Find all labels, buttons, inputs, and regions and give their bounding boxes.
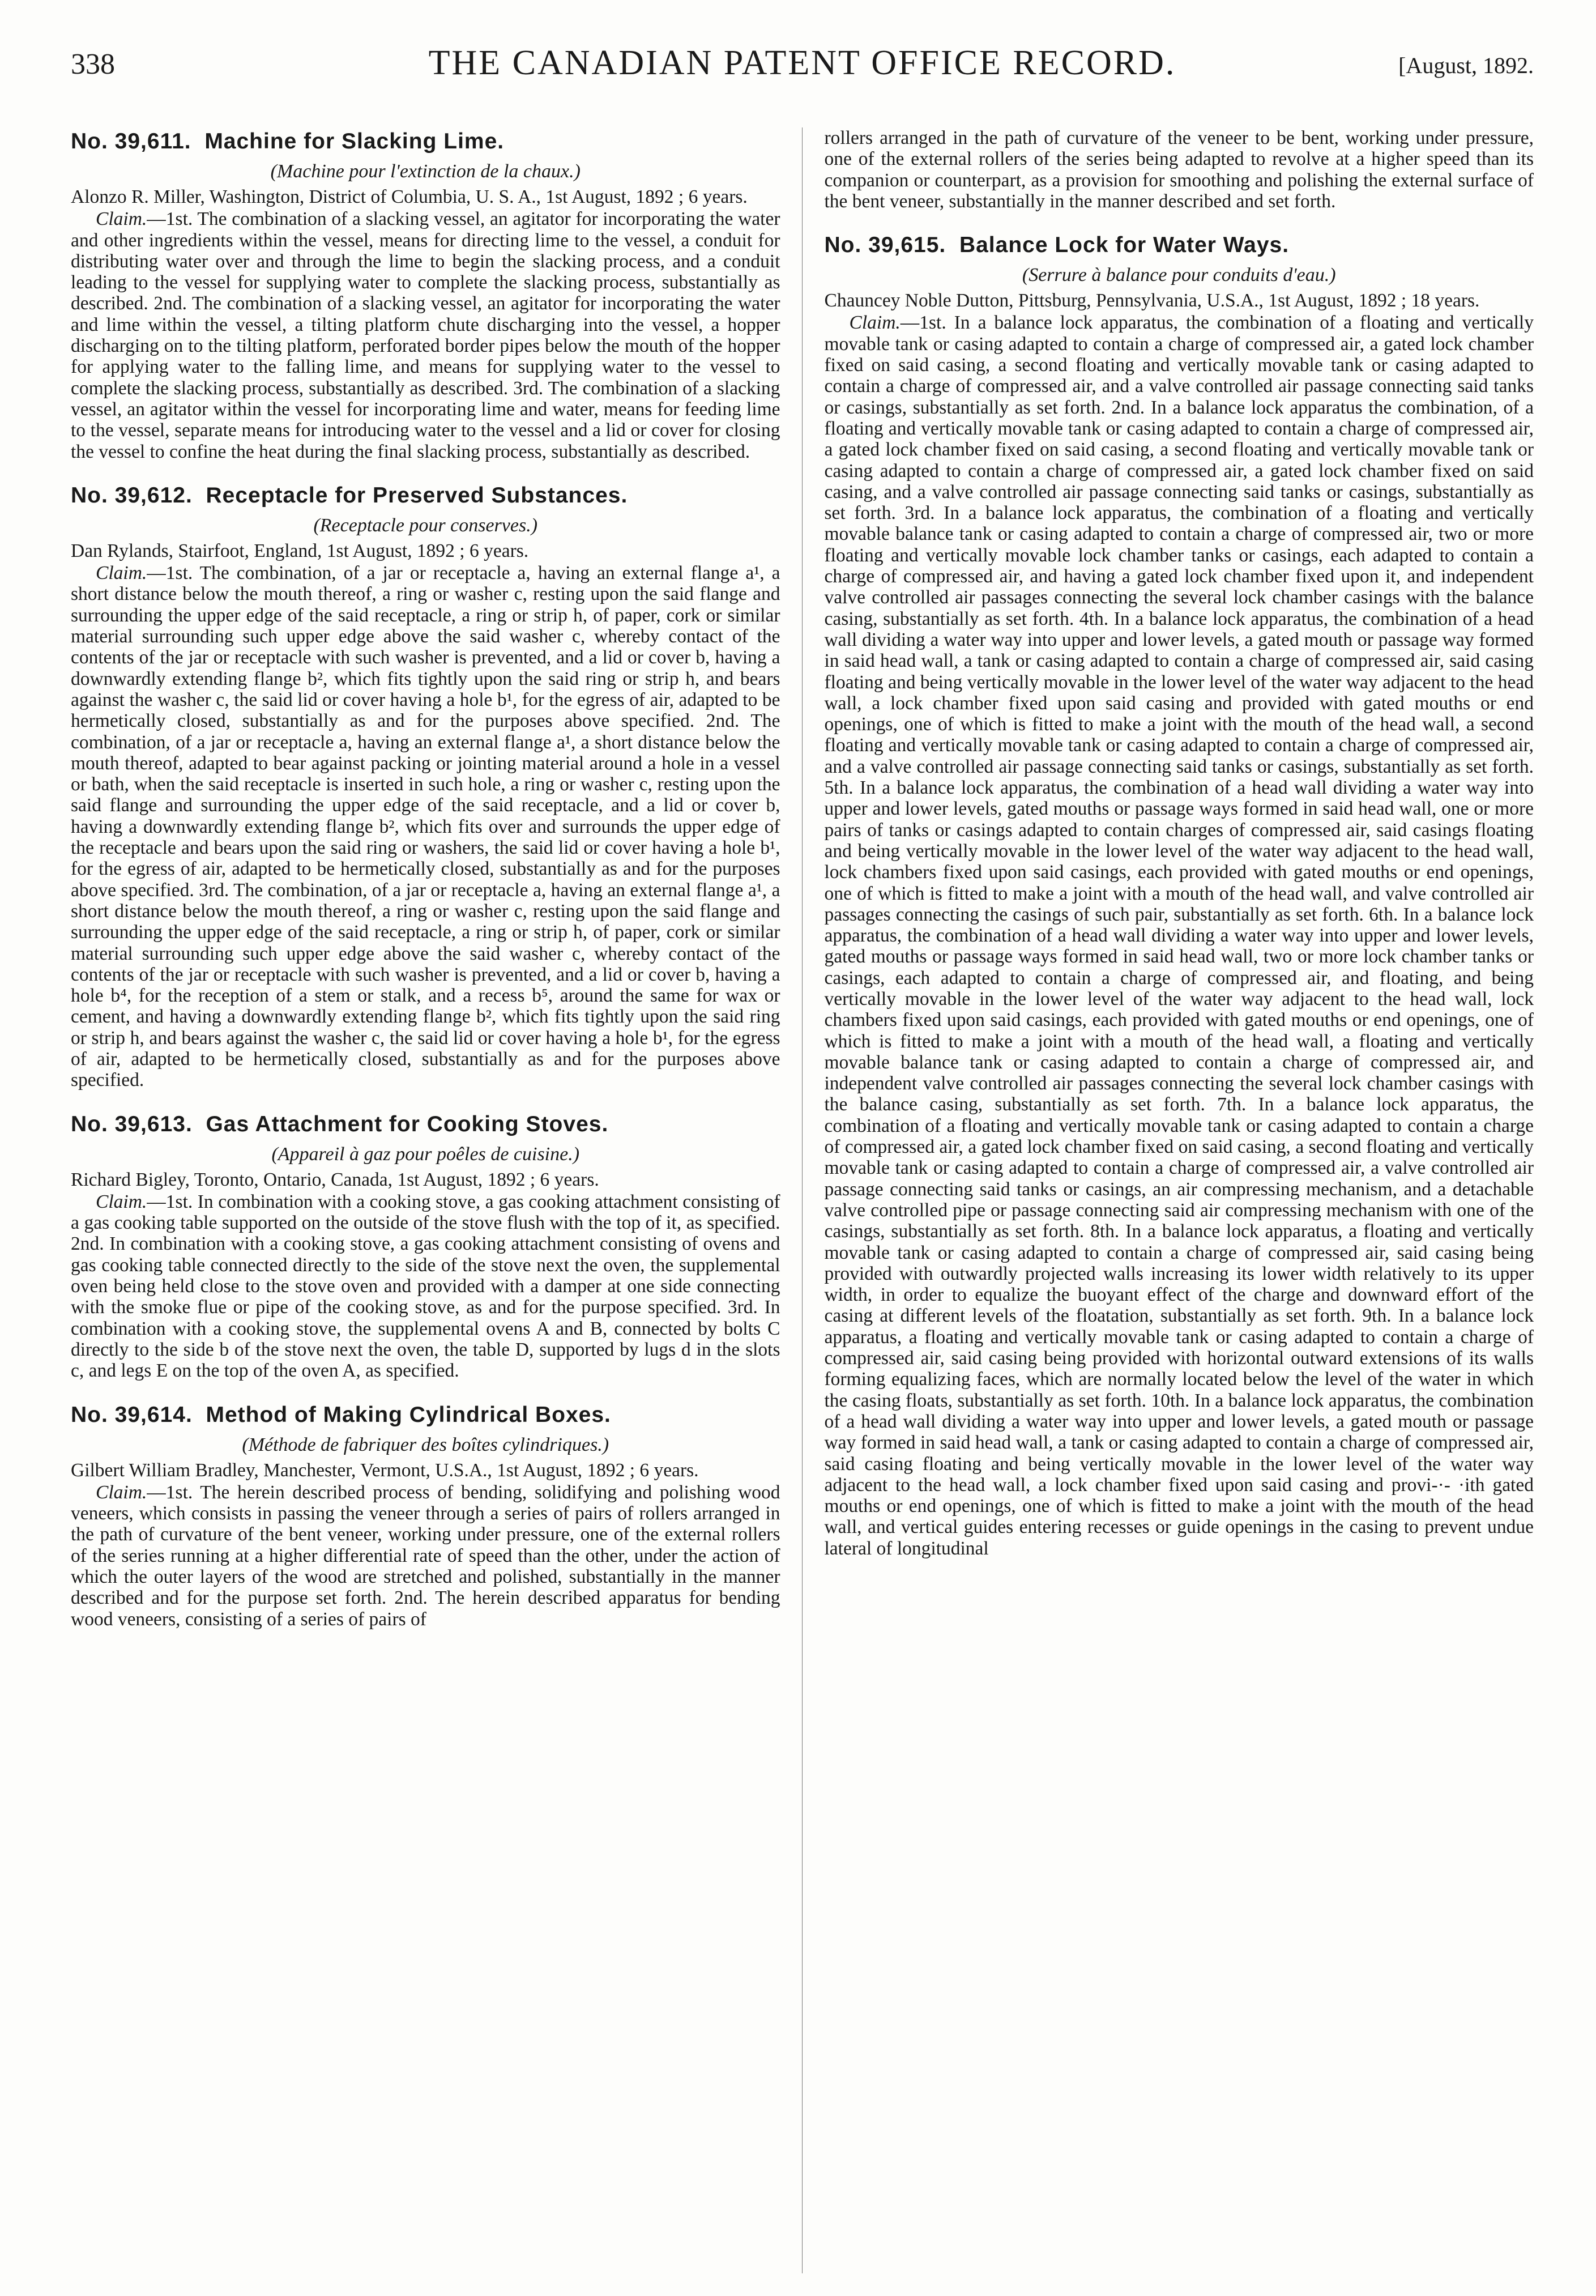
patent-french-title: (Appareil à gaz pour poêles de cuisine.) — [271, 1143, 580, 1165]
patent-entry — [71, 482, 780, 1091]
patent-heading: No. 39,614. Method of Making Cylindrical Boxes. — [71, 1402, 611, 1427]
issue-date: [August, 1892. — [1398, 53, 1534, 78]
page-number: 338 — [71, 48, 115, 80]
patent-french-title: (Machine pour l'extinction de la chaux.) — [270, 161, 581, 182]
patent-inventor: Alonzo R. Miller, Washington, District of Columbia, U. S. A., 1st August, 1892 ; 6 years. — [71, 186, 748, 207]
patent-entry — [71, 1110, 780, 1382]
patent-claims: Claim.—1st. The herein described process of bending, solidifying and polishing wood veneers, which consists in passing the veneer through a series of pairs of rollers arranged in the path of curvature of the bent veneer, working under pressure, one of the external rollers of the series running at a higher differential rate of speed than the other, under the action of which the outer layers of the wood are stretched and polished, substantially in the manner described and for the purpose set forth. 2nd. The herein described apparatus for bending wood veneers, consisting of a series of pairs of — [71, 1481, 780, 1630]
journal-title: THE CANADIAN PATENT OFFICE RECORD. — [428, 44, 1176, 82]
patent-claims-continued: rollers arranged in the path of curvature of the veneer to be bent, working under pressure, one of the external rollers of the series being adapted to revolve at a higher speed than its companion or counterpart, as a provision for smoothing and polishing the external surface of the bent veneer, substantially in the manner described and set forth. — [824, 127, 1534, 212]
left-column — [71, 127, 802, 2273]
patent-inventor: Dan Rylands, Stairfoot, England, 1st August, 1892 ; 6 years. — [71, 540, 529, 561]
patent-claims: Claim.—1st. The combination of a slacking vessel, an agitator for incorporating the water and other ingredients within the vessel, means for directing lime to the vessel, a conduit for distributing water over and through the lime to begin the slacking process, and a conduit leading to the vessel for supplying water to complete the slacking process, substantially as described. 2nd. The combination of a slacking vessel, an agitator for incorporating the water and lime within the vessel, a tilting platform chute discharging into the vessel, a hopper discharging on to the tilting platform, perforated border pipes below the mouth of the hopper for applying water to the falling lime, and means for supplying water to the vessel to complete the slacking process, substantially as described. 3rd. The combination of a slacking vessel, an agitator within the vessel for incorporating lime and water, means for feeding lime to the vessel, separate means for introducing water to the vessel and a lid or cover for closing the vessel to confine the heat during the final slacking process, substantially as described. — [71, 208, 780, 462]
right-column — [803, 127, 1534, 2273]
patent-inventor: Chauncey Noble Dutton, Pittsburg, Pennsylvania, U.S.A., 1st August, 1892 ; 18 years. — [824, 290, 1480, 312]
patent-french-title: (Méthode de fabriquer des boîtes cylindriques.) — [242, 1434, 609, 1455]
patent-entry — [71, 127, 780, 462]
patent-french-title: (Receptacle pour conserves.) — [313, 514, 538, 536]
patent-inventor: Richard Bigley, Toronto, Ontario, Canada, 1st August, 1892 ; 6 years. — [71, 1169, 599, 1190]
patent-claims: Claim.—1st. The combination, of a jar or receptacle a, having an external flange a¹, a short distance below the mouth thereof, a ring or washer c, resting upon the said flange and surrounding the upper edge of the said receptacle, a ring or strip h, of paper, cork or similar material surrounding such upper edge above the said washer c, whereby contact of the contents of the jar or receptacle with such washer is prevented, and a lid or cover b, having a downwardly extending flange b², which fits tightly upon the said ring or strip h, and bears against the washer c, the said lid or cover having a hole b¹, for the egress of air, adapted to be hermetically closed, substantially as and for the purposes above specified. 2nd. The combination, of a jar or receptacle a, having an external flange a¹, a short distance below the mouth thereof, adapted to bear against packing or jointing material around a hole in a vessel or bath, when the said receptacle is inserted in such hole, a ring or washer c, resting upon the said flange and surrounding the upper edge of the said receptacle, and a lid or cover b, having a downwardly extending flange b², which fits over and surrounds the upper edge of the receptacle and bears upon the said ring or washers, the said lid or cover having a hole b¹, for the egress of air, adapted to be hermetically closed, substantially as and for the purposes above specified. 3rd. The combination, of a jar or receptacle a, having an external flange a¹, a short distance below the mouth thereof, a ring or washer c, resting upon the said flange and surrounding the upper edge of the said receptacle, a ring or strip h, of paper, cork or similar material surrounding such upper edge above the said washer c, whereby contact of the contents of the jar or receptacle with such washer is prevented, and a lid or cover b, having a hole b⁴, for the reception of a stem or stalk, and a recess b⁵, around the same for wax or cement, and having a downwardly extending flange b², which fits tightly upon the said ring or strip h, and bears against the washer c, the said lid or cover having a hole b¹, for the egress of air, adapted to be hermetically closed, substantially as and for the purposes above specified. — [71, 563, 780, 1091]
patent-heading: No. 39,612. Receptacle for Preserved Substances. — [71, 483, 628, 508]
patent-heading: No. 39,611. Machine for Slacking Lime. — [71, 129, 505, 154]
text-columns — [71, 127, 1534, 2273]
patent-entry — [824, 231, 1534, 1559]
patent-inventor: Gilbert William Bradley, Manchester, Vermont, U.S.A., 1st August, 1892 ; 6 years. — [71, 1459, 699, 1481]
patent-french-title: (Serrure à balance pour conduits d'eau.) — [1022, 265, 1336, 286]
patent-continuation — [824, 127, 1534, 212]
patent-heading: No. 39,615. Balance Lock for Water Ways. — [824, 233, 1290, 258]
patent-claims: Claim.—1st. In combination with a cooking stove, a gas cooking attachment consisting of a gas cooking table supported on the outside of the stove flush with the top of it, as specified. 2nd. In combination with a cooking stove, a gas cooking attachment consisting of ovens and gas cooking table connected directly to the side of the stove next the oven, the supplemental oven being held close to the stove oven and provided with a damper at one side connecting with the smoke flue or pipe of the cooking stove, as and for the purpose specified. 3rd. In combination with a cooking stove, the supplemental ovens A and B, connected by bolts C directly to the side b of the stove next the oven, the table D, supported by lugs d in the slots c, and legs E on the top of the oven A, as specified. — [71, 1191, 780, 1382]
patent-heading: No. 39,613. Gas Attachment for Cooking Stoves. — [71, 1111, 609, 1136]
patent-claims: Claim.—1st. In a balance lock apparatus, the combination of a floating and vertically movable tank or casing adapted to contain a charge of compressed air, a gated lock chamber fixed on said casing, a second floating and vertically movable tank or casing adapted to contain a charge of compressed air, and a valve controlled air passage connecting said tanks or casings, substantially as set forth. 2nd. In a balance lock apparatus the combination, of a floating and vertically movable tank or casing adapted to contain a charge of compressed air, a gated lock chamber fixed on said casing, a second floating and vertically movable tank or casing adapted to contain a charge of compressed air, a gated lock chamber fixed on said casing, and a valve controlled air passage connecting said tanks or casings, substantially as set forth. 3rd. In a balance lock apparatus, the combination of a floating and vertically movable balance tank or casing adapted to contain a charge of compressed air, two or more floating and vertically movable lock chamber tanks or casings, each adapted to contain a charge of compressed air, and having a gated lock chamber fixed upon it, and independent valve controlled air passages connecting the several lock chamber casings with the balance casing, substantially as set forth. 4th. In a balance lock apparatus, the combination of a head wall dividing a water way into upper and lower levels, a gated mouth or passage way formed in said head wall, a tank or casing adapted to contain a charge of compressed air, said casing floating and being vertically movable in the lower level of the water way adjacent to the head wall, a lock chamber fixed upon said casing and provided with gated mouths or end openings, one of which is fitted to make a joint with the mouth of the head wall, a second floating and vertically movable tank or casing adapted to contain a charge of compressed air, and a valve controlled air passage connecting said tanks or casings, substantially as set forth. 5th. In a balance lock apparatus, the combination of a head wall dividing a water way into upper and lower levels, gated mouths or passage ways formed in said head wall, one or more pairs of tanks or casings adapted to contain charges of compressed air, said casings floating and being vertically movable in the lower level of the water way adjacent to the head wall, lock chambers fixed upon said casings, each provided with gated mouths or end openings, one of which is fitted to make a joint with a mouth of the head wall, and valve controlled air passages connecting the casings of such pair, substantially as set forth. 6th. In a balance lock apparatus, the combination of a head wall dividing a water way into upper and lower levels, gated mouths or passage ways formed in said head wall, two or more lock chamber tanks or casings, each adapted to contain a charge of compressed air, and floating, and being vertically movable in the lower level of the water way adjacent to the head wall, lock chambers fixed upon said casings, each provided with gated mouths or end openings, one of which is fitted to make a joint with a mouth of the head wall, a floating and vertically movable balance tank or casing adapted to contain a charge of compressed air, and independent valve controlled air passages connecting the several lock chamber casings with the balance casing, substantially as set forth. 7th. In a balance lock apparatus, the combination of a floating and vertically movable tank or casing adapted to contain a charge of compressed air, a gated lock chamber fixed on said casing, a second floating and vertically movable tank or casing adapted to contain a charge of compressed air, a valve controlled air passage connecting said tanks or casings, an air compressing mechanism, and a detachable valve controlled pipe or passage connecting said air compressing mechanism with one of the casings, substantially as set forth. 8th. In a balance lock apparatus, a floating and vertically movable tank or casing adapted to contain a charge of compressed air, said casing being provided with outwardly projected walls increasing its lower width relatively to its upper width, in order to equalize the buoyant effect of the charge and downward effort of the casing at different levels of the floatation, substantially as set forth. 9th. In a balance lock apparatus, a floating and vertically movable tank or casing adapted to contain a charge of compressed air, said casing being provided with horizontal outward extensions of its walls forming equalizing faces, which are normally located below the level of the water in which the casing floats, substantially as set forth. 10th. In a balance lock apparatus, the combination of a head wall dividing a water way into upper and lower levels, a gated mouth or passage way formed in said head wall, a tank or casing adapted to contain a charge of compressed air, said casing floating and being vertically movable in the lower level of the water way adjacent to the head wall, a lock chamber fixed upon said casing and provi-·- ·ith gated mouths or end openings, one of which is fitted to make a joint with the mouth of the head wall, and vertical guides entering recesses or guide openings in the casing to prevent undue lateral of longitudinal — [824, 312, 1534, 1559]
patent-entry — [71, 1401, 780, 1630]
running-header — [71, 40, 1534, 102]
